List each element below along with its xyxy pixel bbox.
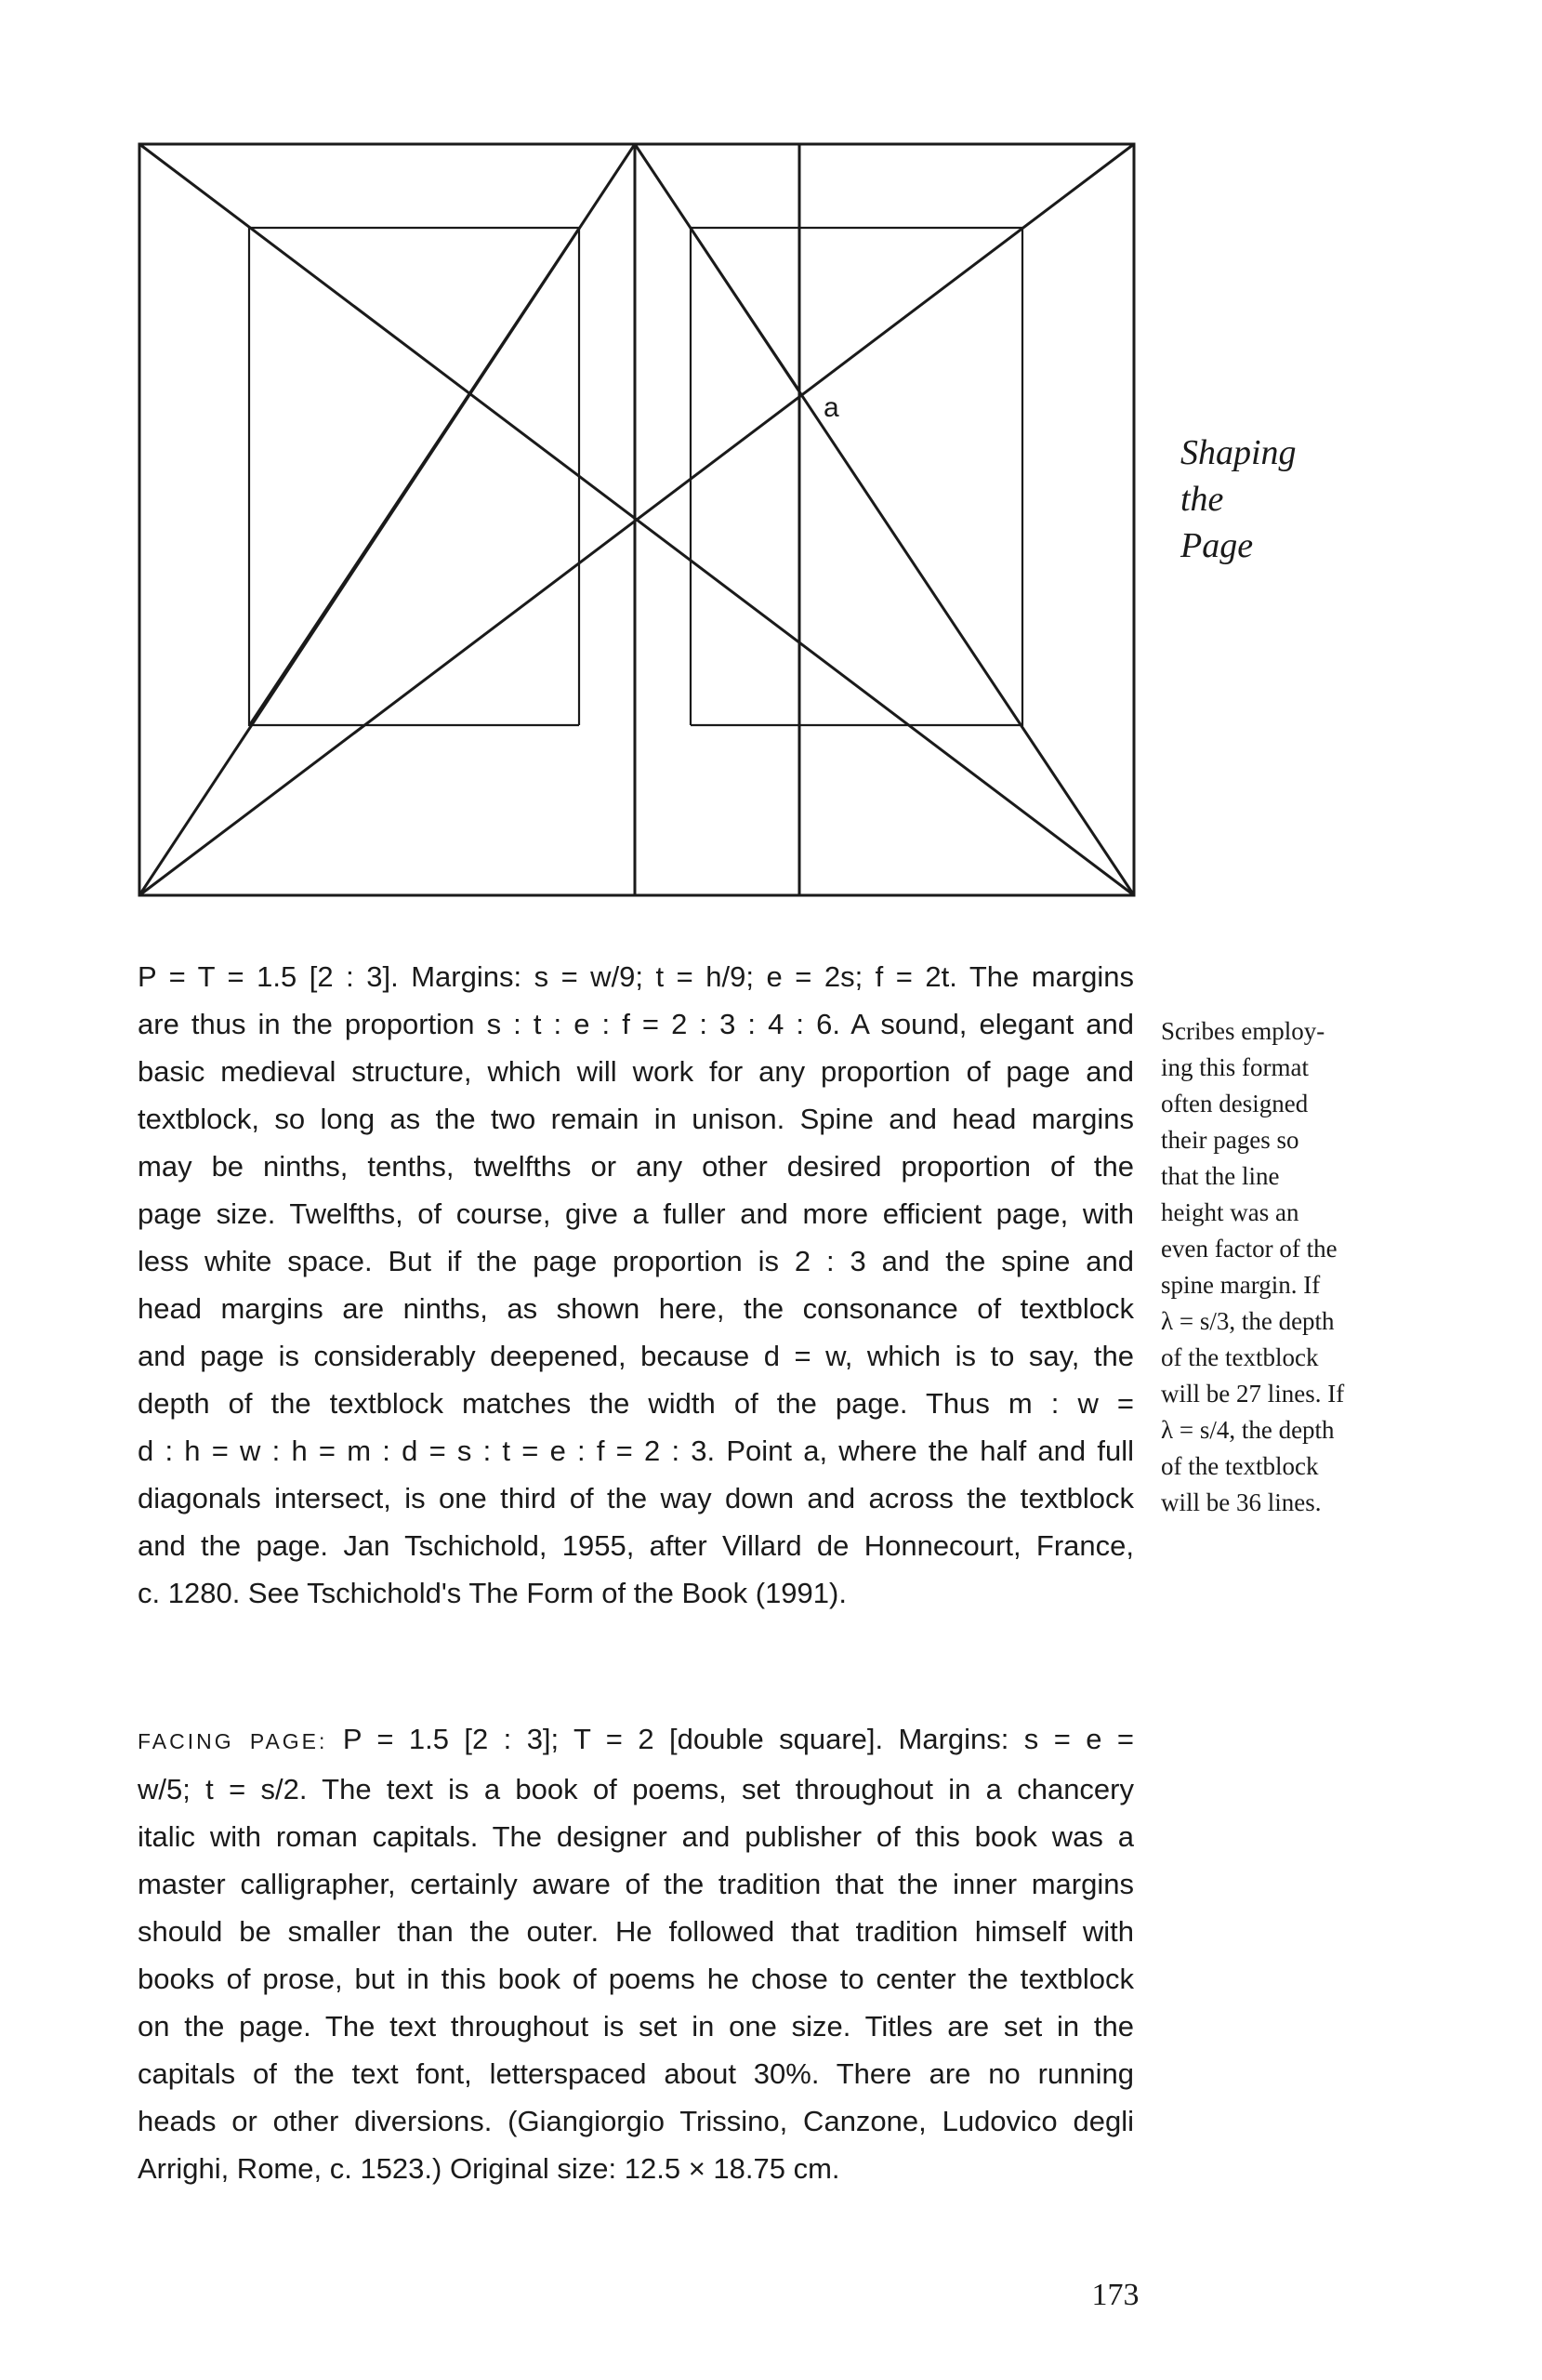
facing-caption-line: capitals of the text font, letterspaced about 30%. There are no running	[138, 2057, 1134, 2090]
margin-note-line: their pages so	[1161, 1126, 1299, 1154]
margin-note-line: λ = s/3, the depth	[1161, 1307, 1335, 1335]
caption-line: less white space. But if the page proportion is 2 : 3 and the spine and	[138, 1245, 1134, 1277]
margin-note-line: of the textblock	[1161, 1452, 1319, 1480]
margin-note-line: λ = s/4, the depth	[1161, 1416, 1335, 1444]
page-number: 173	[1091, 2278, 1140, 2312]
margin-note-line: height was an	[1161, 1198, 1299, 1226]
caption-line: textblock, so long as the two remain in unison. Spine and head margins	[138, 1103, 1134, 1135]
point-a-label: a	[824, 392, 839, 423]
caption-line: P = T = 1.5 [2 : 3]. Margins: s = w/9; t = h/9; e = 2s; f = 2t. The margins	[138, 960, 1134, 993]
running-title-line: Shaping	[1180, 433, 1297, 472]
caption-line: c. 1280. See Tschichold's The Form of the Book (1991).	[138, 1577, 847, 1609]
caption-line: may be ninths, tenths, twelfths or any other desired proportion of the	[138, 1150, 1134, 1183]
facing-caption-line: Arrighi, Rome, c. 1523.) Original size: 12.5 × 18.75 cm.	[138, 2152, 840, 2185]
facing-page-label: FACING PAGE:	[138, 1729, 328, 1753]
running-title-line: the	[1180, 480, 1224, 519]
margin-note	[1161, 1013, 1412, 1521]
margin-note-line: even factor of the	[1161, 1235, 1338, 1263]
caption-line: depth of the textblock matches the width of the page. Thus m : w =	[138, 1387, 1134, 1420]
caption-line: and page is considerably deepened, because d = w, which is to say, the	[138, 1340, 1134, 1372]
margin-note-line: will be 27 lines. If	[1161, 1380, 1345, 1408]
left-textblock-diagonal	[249, 228, 579, 725]
margin-note-line: ing this format	[1161, 1053, 1309, 1081]
facing-caption-first-line	[138, 1715, 1134, 1765]
running-title	[1180, 430, 1422, 569]
caption-line: are thus in the proportion s : t : e : f = 2 : 3 : 4 : 6. A sound, elegant and	[138, 1008, 1134, 1040]
margin-note-line: spine margin. If	[1161, 1271, 1321, 1299]
right-textblock-diagonal	[691, 228, 799, 390]
caption-line: head margins are ninths, as shown here, the consonance of textblock	[138, 1292, 1134, 1325]
facing-caption-line: should be smaller than the outer. He followed that tradition himself with	[138, 1915, 1134, 1948]
caption-line: and the page. Jan Tschichold, 1955, after Villard de Honnecourt, France,	[138, 1529, 1134, 1562]
facing-caption-line: on the page. The text throughout is set in one size. Titles are set in the	[138, 2010, 1134, 2043]
figure-caption	[138, 953, 1134, 1617]
facing-caption-line: master calligrapher, certainly aware of the tradition that the inner margins	[138, 1868, 1134, 1900]
margin-note-line: of the textblock	[1161, 1343, 1319, 1371]
caption-line: page size. Twelfths, of course, give a fuller and more efficient page, with	[138, 1197, 1134, 1230]
facing-caption-line: w/5; t = s/2. The text is a book of poems, set throughout in a chancery	[138, 1773, 1134, 1805]
facing-caption-line: heads or other diversions. (Giangiorgio Trissino, Canzone, Ludovico degli	[138, 2105, 1134, 2137]
margin-note-line: often designed	[1161, 1090, 1309, 1117]
facing-caption-first-line-text: P = 1.5 [2 : 3]; T = 2 [double square]. Margins: s = e =	[342, 1723, 1134, 1755]
caption-line: d : h = w : h = m : d = s : t = e : f = 2 : 3. Point a, where the half and full	[138, 1435, 1134, 1467]
caption-line: diagonals intersect, is one third of the way down and across the textblock	[138, 1482, 1134, 1514]
facing-caption-line: italic with roman capitals. The designer and publisher of this book was a	[138, 1820, 1134, 1853]
running-title-line: Page	[1180, 526, 1254, 565]
facing-page-caption	[138, 1715, 1134, 2192]
margin-note-line: that the line	[1161, 1162, 1280, 1190]
caption-line: basic medieval structure, which will work for any proportion of page and	[138, 1055, 1134, 1088]
margin-note-line: will be 36 lines.	[1161, 1488, 1322, 1516]
facing-caption-line: books of prose, but in this book of poems he chose to center the textblock	[138, 1963, 1134, 1995]
margin-note-line: Scribes employ-	[1161, 1017, 1325, 1045]
